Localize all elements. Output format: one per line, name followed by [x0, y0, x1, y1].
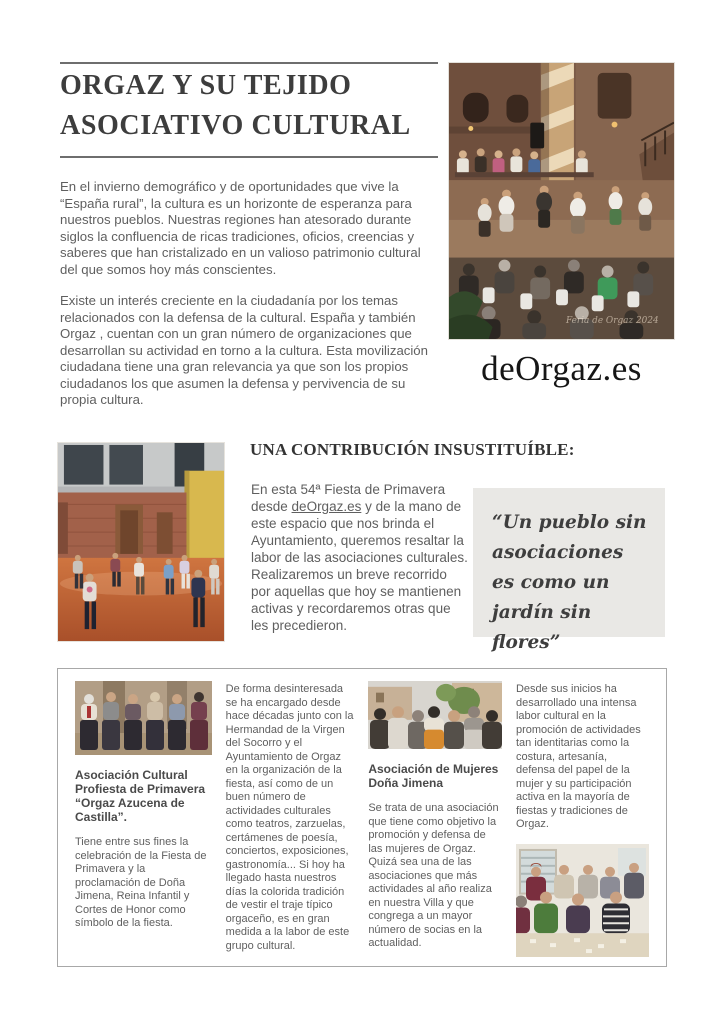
- page-title: ORGAZ Y SU TEJIDO ASOCIATIVO CULTURAL: [60, 70, 411, 141]
- quote-text: “Un pueblo sin asociaciones es como un jardín sin flores”: [492, 512, 647, 653]
- quote-box: [473, 488, 665, 653]
- association-heading-profiesta: Asociación Cultural Profiesta de Primavera “Orgaz Azucena de Castilla”.: [75, 768, 206, 824]
- association-heading-mujeres: Asociación de Mujeres Doña Jimena: [368, 762, 499, 790]
- dona-jimena-group-photo: [516, 844, 649, 957]
- mujeres-crowd-scene: [368, 681, 502, 749]
- association-body-profiesta: Tiene entre sus fines la celebración de la Fiesta de Primavera y la proclamación de Doña Jimena, Reina Infantil y Cortes de Honor como símbolo de la fiesta.: [75, 836, 207, 929]
- dance-hall-scene: [58, 443, 224, 641]
- associations-box: [57, 668, 667, 967]
- photo-watermark: Feria de Orgaz 2024: [565, 316, 659, 327]
- association-column-mujeres-details: [516, 681, 649, 954]
- dona-jimena-group-scene: [516, 844, 649, 957]
- dance-hall-photo: [57, 442, 225, 642]
- contribution-text-after: y de la mano de este espacio que nos brinda el Ayuntamiento, queremos resaltar la labor de las asociaciones culturales. Realizaremos un breve recorrido por aquellas que hoy se mantienen activas y recordaremos otras que les precedieron.: [251, 499, 468, 633]
- hero-photo-night-plaza: [448, 62, 675, 340]
- contribution-text-before: En esta 54ª Fiesta de Primavera desde: [251, 482, 446, 514]
- deorgaz-link[interactable]: deOrgaz.es: [291, 499, 362, 514]
- title-rule-top: [60, 62, 438, 64]
- contribution-paragraph: [251, 481, 470, 634]
- intro-paragraph-1: En el invierno demográfico y de oportunidades que vive la “España rural”, la cultura es un horizonte de esperanza para nuestros pueblos. Nuestras regiones han atesorado durante siglos la confluencia de ricas tradiciones, oficios, creencias y saberes que han cristalizado en un valioso patrimonio cultural del que somos hoy más conscientes.: [60, 179, 421, 277]
- site-logo-text: deOrgaz.es: [481, 349, 642, 388]
- profiesta-women-photo: [75, 681, 212, 755]
- profiesta-women-scene: [75, 681, 212, 755]
- association-body-mujeres-details: Desde sus inicios ha desarrollado una intensa labor cultural en la promoción de actividades tan identitarias como la costura, artesanía, defensa del papel de la mujer y su participación activa en la mayoría de fiestas y tradiciones de Orgaz.: [515, 683, 641, 830]
- section-heading: UNA CONTRIBUCIÓN INSUSTITUÍBLE:: [250, 440, 575, 459]
- title-rule-bottom: [60, 156, 438, 158]
- plaza-night-scene: [449, 63, 674, 339]
- intro-paragraph-2: Existe un interés creciente en la ciudadanía por los temas relacionados con la defensa de la cultural. España y también Orgaz , cuentan con un gran número de organizaciones que desarrollan su actividad en torno a la cultura. Esta movilización ciudadana tiene una gran relevancia ya que son los propios ciudadanos los que asumen la defensa y pervivencia de su propia cultura.: [60, 293, 428, 407]
- association-column-profiesta: [75, 681, 212, 954]
- association-body-profiesta-details: De forma desinteresada se ha encargado desde hace décadas junto con la Hermandad de la Virgen del Socorro y el Ayuntamiento de Orgaz en la organización de la fiesta, así como de un buen número de actividades culturales como teatros, zarzuelas, certámenes de poesía, conciertos, exposiciones, gastronomía... Si hoy ha llegado hasta nuestros días la colorida tradición de vestir el traje típico orgaceño, es en gran medida a la labor de este grupo cultural.: [225, 683, 354, 952]
- association-body-mujeres: Se trata de una asociación que tiene como objetivo la promoción y defensa de las mujeres de Orgaz. Quizá sea una de las asociaciones que más actividades al año realiza en nuestra Villa y que congrega a un mayor número de socias en la actualidad.: [368, 802, 499, 949]
- association-column-mujeres: [368, 681, 502, 954]
- association-column-profiesta-details: [226, 681, 355, 954]
- mujeres-crowd-photo: [368, 681, 502, 749]
